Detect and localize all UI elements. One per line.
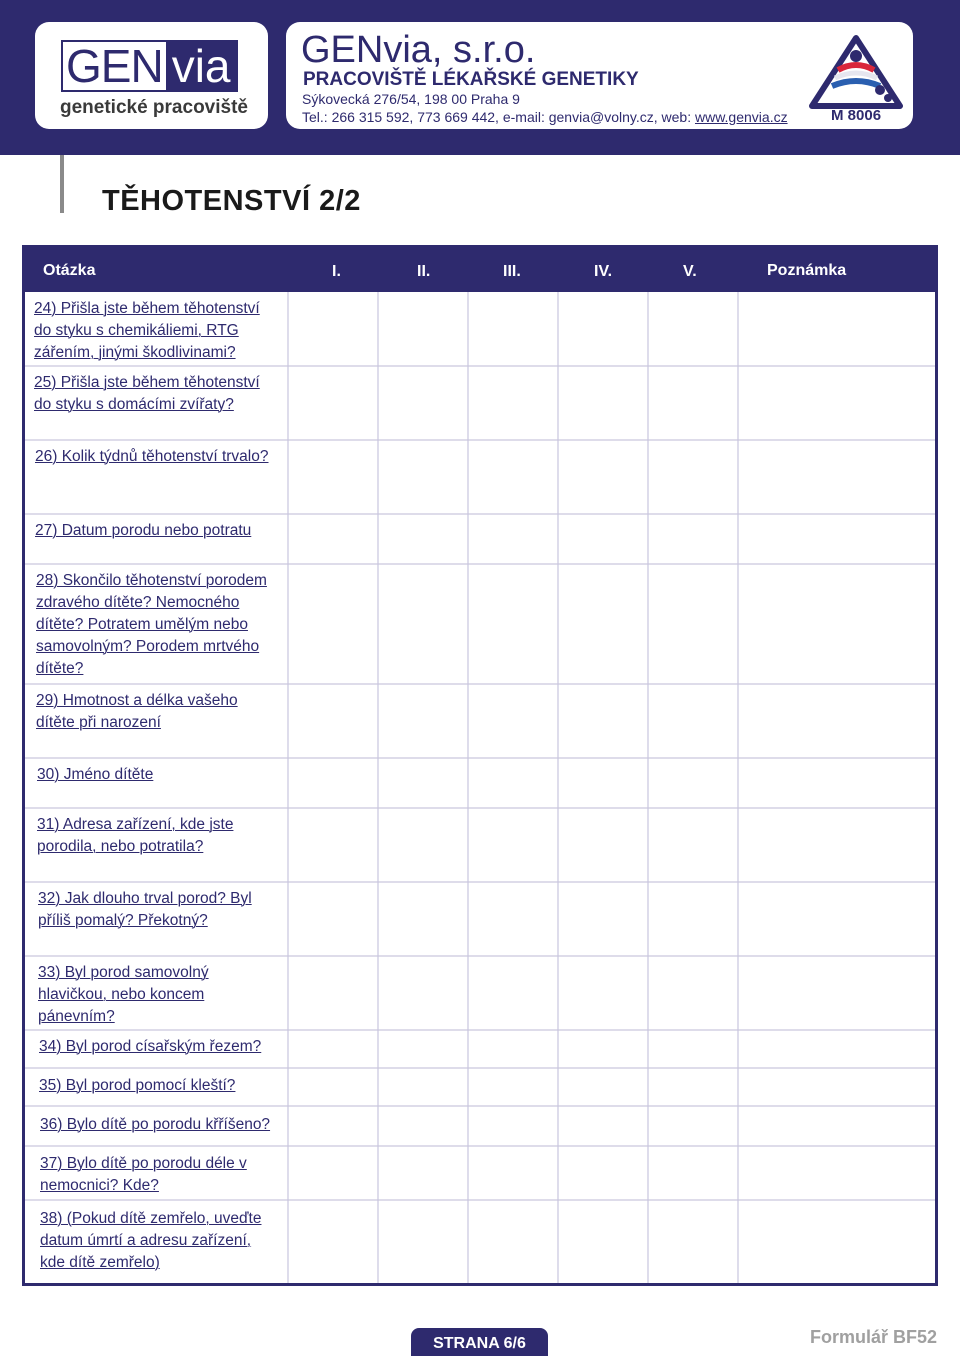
question-29: 29) Hmotnost a délka vašeho dítěte při narození <box>36 692 238 731</box>
question-27: 27) Datum porodu nebo potratu <box>35 522 252 539</box>
company-info <box>286 22 913 129</box>
question-25: 25) Přišla jste během těhotenství do styku s domácími zvířaty? <box>34 374 260 413</box>
company-name: GENvia, s.r.o. <box>301 29 536 71</box>
header-col-3: III. <box>503 263 521 280</box>
question-34: 34) Byl porod císařským řezem? <box>39 1038 262 1055</box>
questionnaire-table <box>22 245 938 1286</box>
logo-subtitle: genetické pracoviště <box>60 97 248 118</box>
seal-code: M 8006 <box>831 107 882 124</box>
company-contact <box>302 109 788 125</box>
question-31: 31) Adresa zařízení, kde jste porodila, nebo potratila? <box>37 816 234 855</box>
question-32: 32) Jak dlouho trval porod? Byl příliš pomalý? Překotný? <box>38 890 252 929</box>
page-title: TĚHOTENSTVÍ 2/2 <box>102 185 361 217</box>
logo-gen-text: GEN <box>61 40 168 92</box>
header-col-2: II. <box>417 263 431 280</box>
question-28: 28) Skončilo těhotenství porodem zdravého dítěte? Nemocného dítěte? Potratem umělým nebo samovolným? Porodem mrtvého dítěte? <box>36 572 267 677</box>
header-question: Otázka <box>43 262 96 279</box>
question-26: 26) Kolik týdnů těhotenství trvalo? <box>35 448 269 465</box>
header-note: Poznámka <box>767 262 847 279</box>
logo-via-text: via <box>168 40 238 92</box>
form-code: Formulář BF52 <box>810 1327 938 1347</box>
header-col-4: IV. <box>594 263 613 280</box>
department-name: PRACOVIŠTĚ LÉKAŘSKÉ GENETIKY <box>303 69 639 90</box>
question-35: 35) Byl porod pomocí kleští? <box>39 1077 236 1094</box>
genvia-logo <box>35 22 268 129</box>
company-address: Sýkovecká 276/54, 198 00 Praha 9 <box>302 91 520 107</box>
header-col-1: I. <box>332 263 341 280</box>
title-accent-bar <box>60 155 64 213</box>
question-33: 33) Byl porod samovolný hlavičkou, nebo koncem pánevním? <box>38 964 209 1025</box>
question-38: 38) (Pokud dítě zemřelo, uveďte datum úmrtí a adresu zařízení, kde dítě zemřelo) <box>40 1210 262 1271</box>
web-link[interactable]: www.genvia.cz <box>694 109 788 125</box>
question-36: 36) Bylo dítě po porodu křříšeno? <box>40 1116 271 1133</box>
question-30: 30) Jméno dítěte <box>37 766 154 783</box>
header-col-5: V. <box>683 263 697 280</box>
header-banner <box>0 0 960 155</box>
question-24: 24) Přišla jste během těhotenství do styku s chemikáliemi, RTG zářením, jinými škodlivinami? <box>34 300 260 361</box>
question-37: 37) Bylo dítě po porodu déle v nemocnici? Kde? <box>40 1155 247 1194</box>
contact-text: Tel.: 266 315 592, 773 669 442, e-mail: genvia@volny.cz, web: <box>302 109 695 125</box>
page-number-tab: STRANA 6/6 <box>411 1328 548 1356</box>
logo-mark <box>61 40 238 92</box>
